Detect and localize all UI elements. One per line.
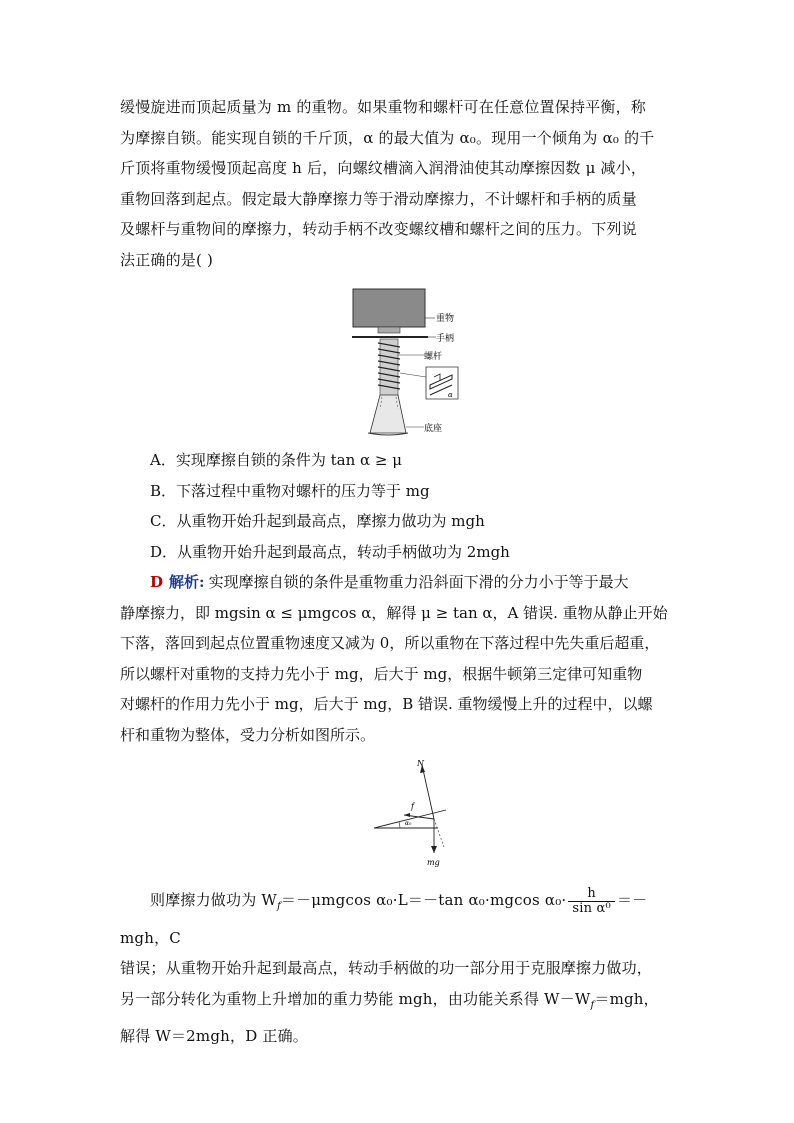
normal-force-arrow	[422, 765, 434, 819]
force-diagram	[360, 755, 460, 867]
problem-line: 缓慢旋进而顶起质量为 m 的重物。如果重物和螺杆可在任意位置保持平衡，称	[120, 98, 646, 116]
problem-line: 及螺杆与重物间的摩擦力，转动手柄不改变螺纹槽和螺杆之间的压力。下列说	[120, 220, 637, 238]
conclusion-text-part: ＝－mgh，C	[120, 891, 648, 947]
problem-line: 重物回落到起点。假定最大静摩擦力等于滑动摩擦力，不计螺杆和手柄的质量	[120, 189, 637, 208]
subscript: f	[590, 999, 595, 1011]
label-f: f	[411, 802, 414, 811]
label-alpha0: α₀	[405, 820, 412, 827]
conclusion-text	[120, 885, 680, 1052]
conclusion-line: 解得 W＝2mgh，D 正确。	[120, 1027, 309, 1045]
answer-line: 静摩擦力，即 mgsin α ≤ μmgcos α，解得 μ ≥ tan α，A 错误. 重物从静止开始	[120, 603, 668, 622]
option-d: D．从重物开始升起到最高点，转动手柄做功为 2mgh	[150, 542, 510, 561]
fraction	[568, 887, 615, 916]
problem-line: 斤顶将重物缓慢顶起高度 h 后，向螺纹槽滴入润滑油使其动摩擦因数 μ 减小，	[120, 159, 647, 177]
problem-line: 法正确的是( )	[120, 250, 214, 269]
conclusion-text-part: ＝mgh，	[594, 989, 659, 1008]
answer-letter: D	[150, 573, 164, 591]
option-c: C．从重物开始升起到最高点，摩擦力做功为 mgh	[150, 512, 485, 530]
option-a: A．实现摩擦自锁的条件为 tan α ≥ μ	[150, 451, 402, 469]
option-b: B．下落过程中重物对螺杆的压力等于 mg	[150, 481, 430, 500]
label-handle: 手柄	[436, 334, 455, 344]
label-base: 底座	[424, 424, 443, 434]
problem-line: 为摩擦自锁。能实现自锁的千斤顶，α 的最大值为 α₀。现用一个倾角为 α₀ 的千	[120, 128, 655, 147]
label-screw: 螺杆	[424, 352, 443, 362]
jack-diagram	[340, 285, 470, 440]
subscript: f	[277, 901, 281, 912]
label-mg: mg	[427, 858, 440, 867]
answer-line: 杆和重物为整体，受力分析如图所示。	[120, 725, 376, 744]
conclusion-line: 错误；从重物开始升起到最高点，转动手柄做的功一部分用于克服摩擦力做功，	[120, 959, 653, 977]
answer-line: 所以螺杆对重物的支持力先小于 mg，后大于 mg，根据牛顿第三定律可知重物	[120, 664, 643, 683]
fraction-numerator: h	[568, 887, 615, 902]
answer-explanation	[120, 567, 680, 750]
fraction-denominator: sin α⁰	[572, 900, 611, 916]
conclusion-text-part: ＝－μmgcos α₀·L＝－tan α₀·mgcos α₀·	[280, 891, 567, 909]
label-weight: 重物	[436, 314, 455, 324]
options-list	[150, 445, 510, 567]
conclusion-text-part: 则摩擦力做功为 W	[150, 891, 277, 909]
jack-base	[370, 395, 406, 433]
answer-line: 实现摩擦自锁的条件是重物重力沿斜面下滑的分力小于等于最大	[208, 573, 629, 591]
label-n: N	[417, 759, 424, 768]
problem-text	[120, 92, 680, 275]
weight-block	[353, 289, 425, 327]
conclusion-text-part: 另一部分转化为重物上升增加的重力势能 mgh，由功能关系得 W－W	[120, 989, 591, 1008]
answer-line: 下落，落回到起点位置重物速度又减为 0，所以重物在下落过程中先失重后超重，	[120, 634, 660, 652]
analysis-tag: 解析:	[169, 573, 205, 591]
answer-line: 对螺杆的作用力先小于 mg，后大于 mg，B 错误. 重物缓慢上升的过程中，以螺	[120, 695, 653, 713]
label-alpha: α	[448, 391, 453, 399]
